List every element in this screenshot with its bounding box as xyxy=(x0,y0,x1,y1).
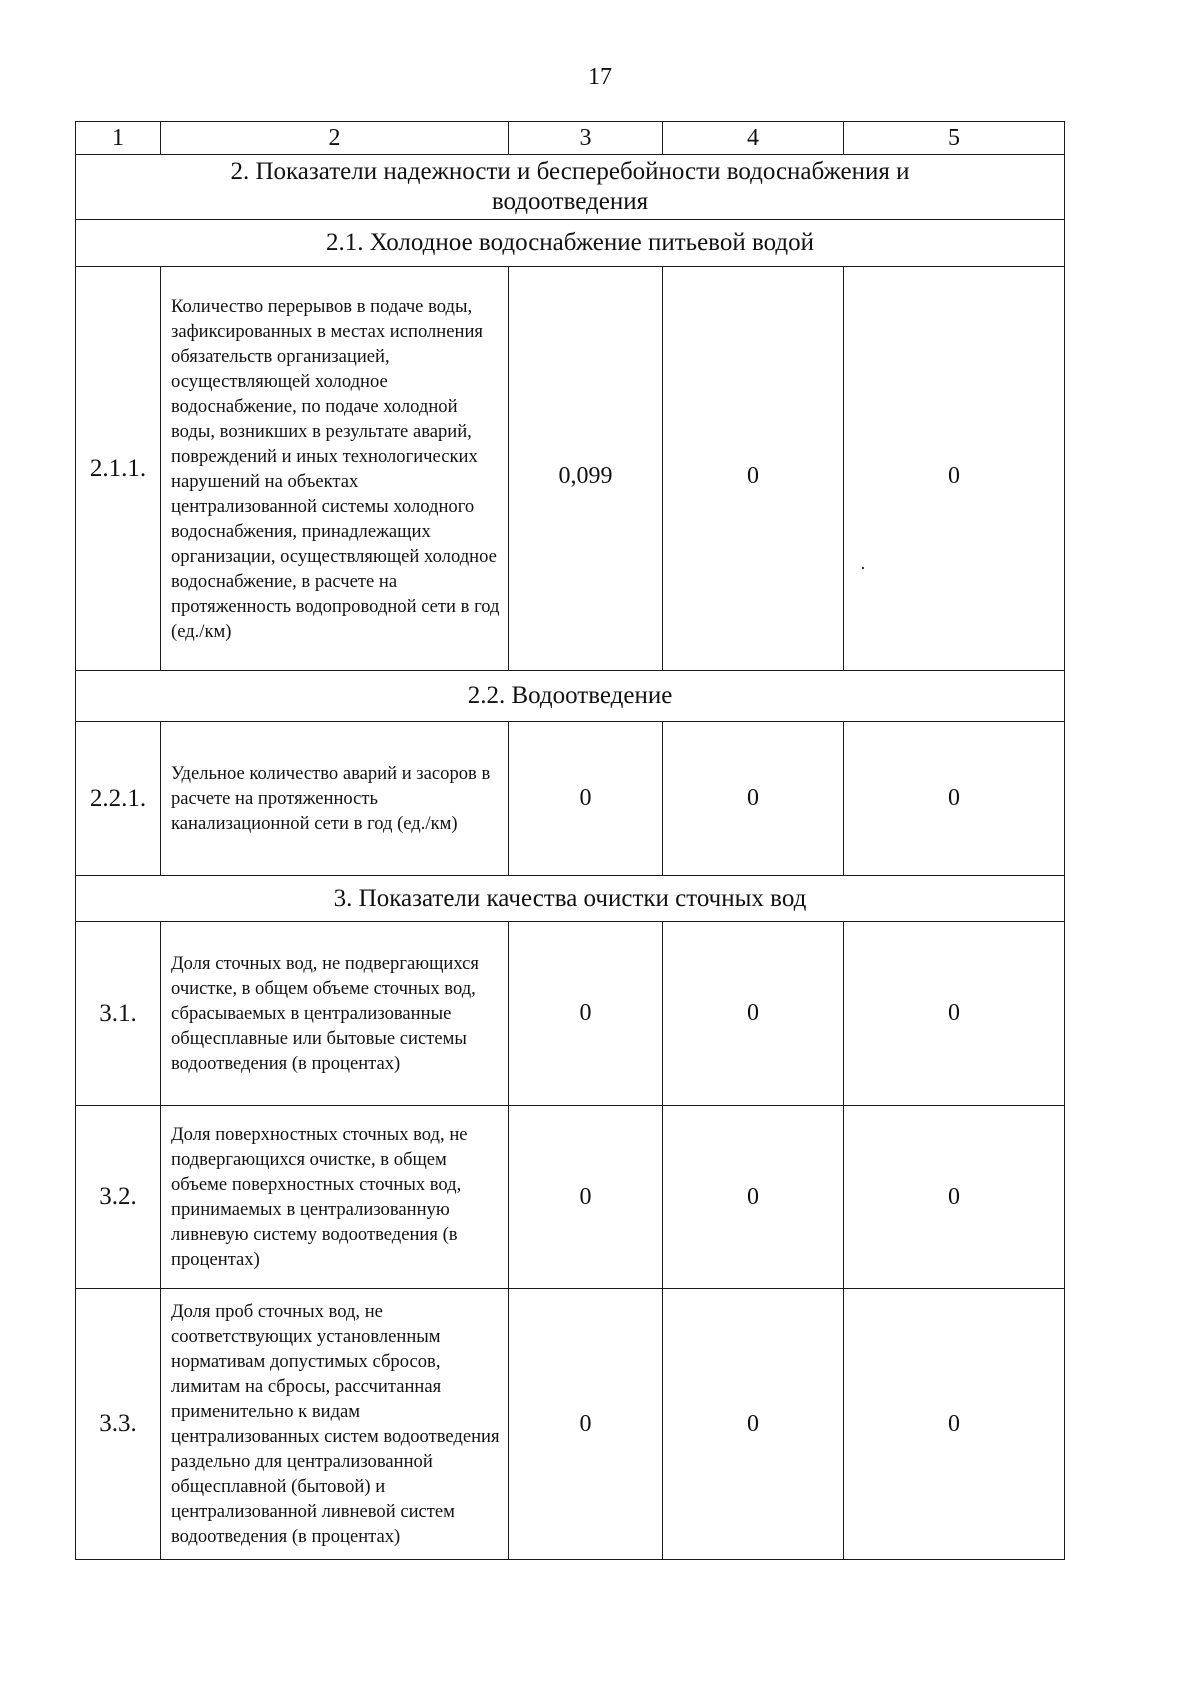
value-col-4: 0 xyxy=(663,922,844,1106)
value-col-5: 0 xyxy=(844,722,1065,876)
section-title-2: 2. Показатели надежности и бесперебойности водоснабжения и водоотведения xyxy=(76,155,1065,220)
table-row xyxy=(76,922,1065,1106)
column-number-row xyxy=(76,122,1065,155)
row-number: 3.2. xyxy=(76,1106,161,1289)
section-row xyxy=(76,876,1065,922)
value-col-5: 0 xyxy=(844,1289,1065,1560)
section-title-2-1: 2.1. Холодное водоснабжение питьевой водой xyxy=(76,220,1065,267)
row-description: Удельное количество аварий и засоров в расчете на протяженность канализационной сети в год (ед./км) xyxy=(161,722,509,876)
value-col-4: 0 xyxy=(663,267,844,671)
value-col-4: 0 xyxy=(663,1289,844,1560)
column-header: 2 xyxy=(161,122,509,155)
section-row xyxy=(76,220,1065,267)
value-col-5: 0 xyxy=(844,922,1065,1106)
table-row xyxy=(76,1106,1065,1289)
value-col-4: 0 xyxy=(663,1106,844,1289)
row-number: 2.2.1. xyxy=(76,722,161,876)
table-row xyxy=(76,267,1065,671)
column-header: 4 xyxy=(663,122,844,155)
column-header: 3 xyxy=(509,122,663,155)
row-description: Доля проб сточных вод, не соответствующих установленным нормативам допустимых сбросов, лимитам на сбросы, рассчитанная применительно к видам централизованных систем водоотведения раздельно для централизованной общесплавной (бытовой) и централизованной ливневой систем водоотведения (в процентах) xyxy=(161,1289,509,1560)
value-col-3: 0 xyxy=(509,922,663,1106)
scan-speck: · xyxy=(860,558,866,578)
value-col-3: 0 xyxy=(509,1289,663,1560)
section-row xyxy=(76,671,1065,722)
column-header: 5 xyxy=(844,122,1065,155)
value-col-3: 0 xyxy=(509,1106,663,1289)
row-number: 3.1. xyxy=(76,922,161,1106)
column-header: 1 xyxy=(76,122,161,155)
value-col-3: 0 xyxy=(509,722,663,876)
row-description: Количество перерывов в подаче воды, зафиксированных в местах исполнения обязательств организацией, осуществляющей холодное водоснабжение, по подаче холодной воды, возникших в результате аварий, повреждений и иных технологических нарушений на объектах централизованной системы холодного водоснабжения, принадлежащих организации, осуществляющей холодное водоснабжение, в расчете на протяженность водопроводной сети в год (ед./км) xyxy=(161,267,509,671)
value-col-4: 0 xyxy=(663,722,844,876)
indicators-table xyxy=(75,121,1065,1560)
value-col-3: 0,099 xyxy=(509,267,663,671)
row-number: 2.1.1. xyxy=(76,267,161,671)
value-col-5: 0 xyxy=(844,1106,1065,1289)
row-description: Доля сточных вод, не подвергающихся очистке, в общем объеме сточных вод, сбрасываемых в централизованные общесплавные или бытовые системы водоотведения (в процентах) xyxy=(161,922,509,1106)
row-number: 3.3. xyxy=(76,1289,161,1560)
section-row xyxy=(76,155,1065,220)
page-number: 17 xyxy=(588,64,612,90)
value-col-5: 0 xyxy=(844,267,1065,671)
table-row xyxy=(76,722,1065,876)
section-title-2-2: 2.2. Водоотведение xyxy=(76,671,1065,722)
row-description: Доля поверхностных сточных вод, не подвергающихся очистке, в общем объеме поверхностных сточных вод, принимаемых в централизованную ливневую систему водоотведения (в процентах) xyxy=(161,1106,509,1289)
section-title-3: 3. Показатели качества очистки сточных вод xyxy=(76,876,1065,922)
table-row xyxy=(76,1289,1065,1560)
